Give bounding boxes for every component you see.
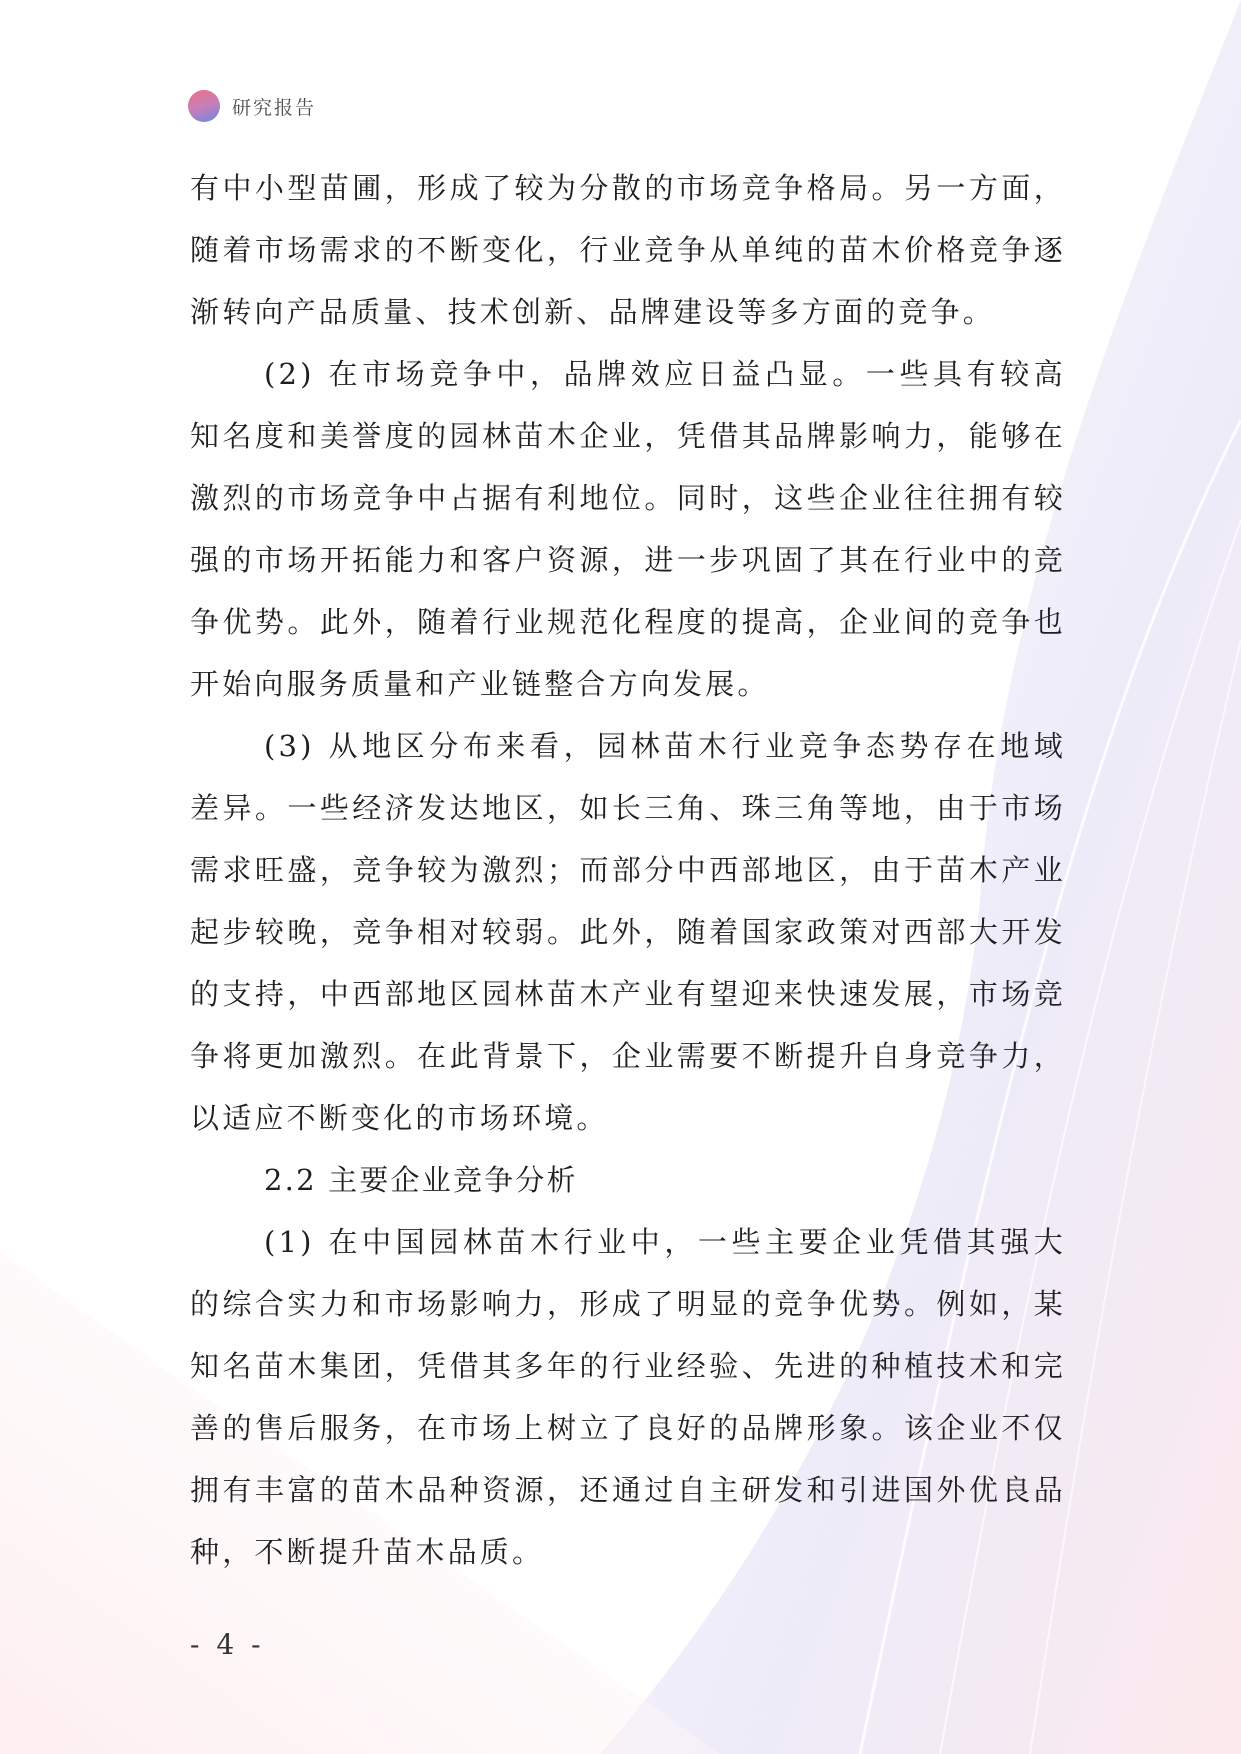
section-heading: 2.2 主要企业竞争分析 [264,1163,578,1197]
logo-icon [188,90,220,122]
paragraph-2: (2) 在市场竞争中，品牌效应日益凸显。一些具有较高知名度和美誉度的园林苗木企业，凭借其品牌影响力，能够在激烈的市场竞争中占据有利地位。同时，这些企业往往拥有较强的市场开拓能力和客户资源，进一步巩固了其在行业中的竞争优势。此外，随着行业规范化程度的提高，企业间的竞争也开始向服务质量和产业链整合方向发展。 [190,357,1066,701]
page-number: - 4 - [190,1628,265,1661]
paragraph-3: (3) 从地区分布来看，园林苗木行业竞争态势存在地域差异。一些经济发达地区，如长三角、珠三角等地，由于市场需求旺盛，竞争较为激烈；而部分中西部地区，由于苗木产业起步较晚，竞争相对较弱。此外，随着国家政策对西部大开发的支持，中西部地区园林苗木产业有望迎来快速发展，市场竞争将更加激烈。在此背景下，企业需要不断提升自身竞争力，以适应不断变化的市场环境。 [190,729,1066,1135]
page-header [188,88,316,124]
report-body [190,157,1066,1583]
paragraph-intro: 有中小型苗圃，形成了较为分散的市场竞争格局。另一方面，随着市场需求的不断变化，行业竞争从单纯的苗木价格竞争逐渐转向产品质量、技术创新、品牌建设等多方面的竞争。 [190,171,1066,329]
header-title: 研究报告 [232,96,317,119]
paragraph-4: (1) 在中国园林苗木行业中，一些主要企业凭借其强大的综合实力和市场影响力，形成了明显的竞争优势。例如，某知名苗木集团，凭借其多年的行业经验、先进的种植技术和完善的售后服务，在市场上树立了良好的品牌形象。该企业不仅拥有丰富的苗木品种资源，还通过自主研发和引进国外优良品种，不断提升苗木品质。 [190,1225,1066,1569]
